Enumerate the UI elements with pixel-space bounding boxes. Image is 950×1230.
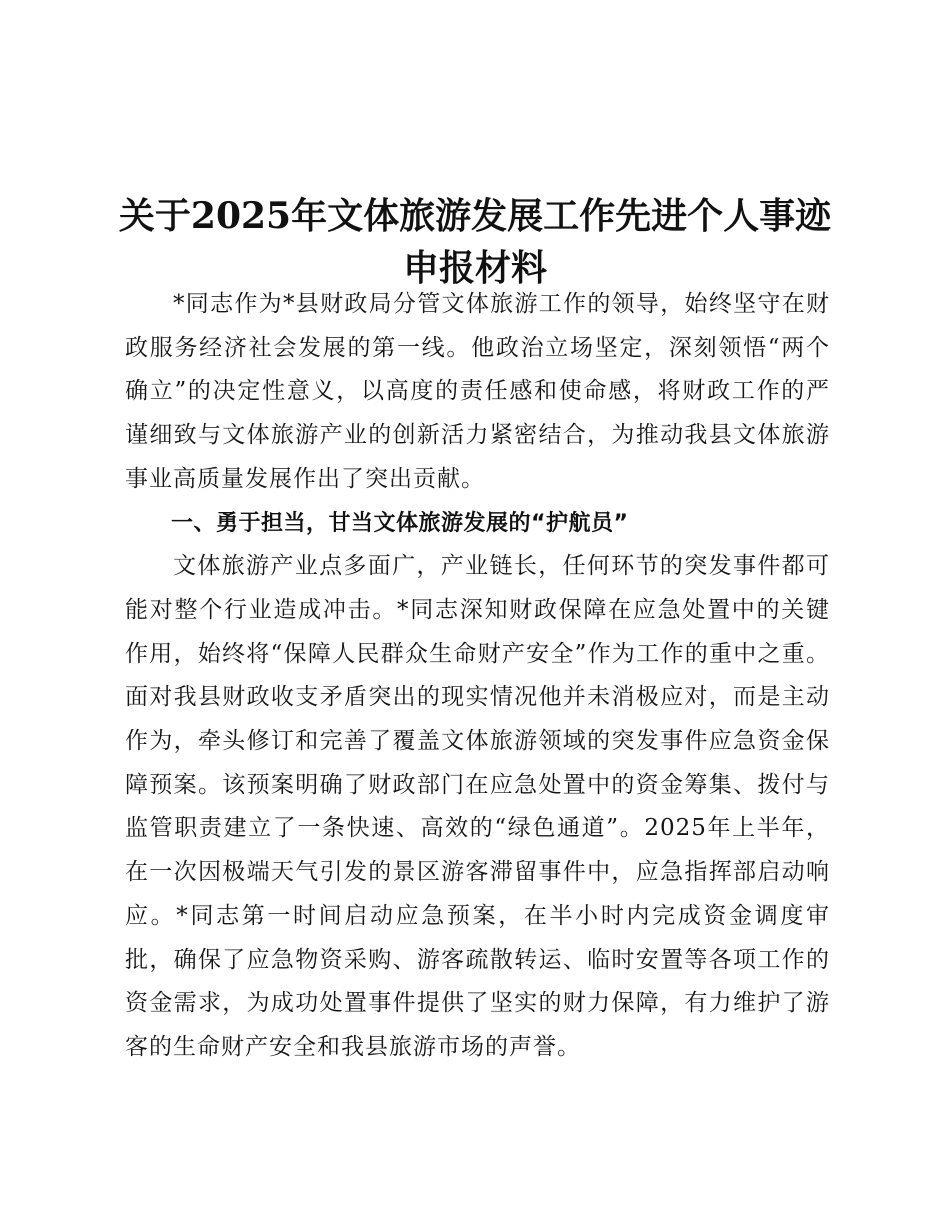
intro-paragraph: *同志作为*县财政局分管文体旅游工作的领导，始终坚守在财政服务经济社会发展的第一线。他政治立场坚定，深刻领悟“两个确立”的决定性意义，以高度的责任感和使命感，将财政工作的严谨细致与文体旅游产业的创新活力紧密结合，为推动我县文体旅游事业高质量发展作出了突出贡献。	[125, 291, 830, 492]
section-paragraph: 文体旅游产业点多面广，产业链长，任何环节的突发事件都可能对整个行业造成冲击。*同志深知财政保障在应急处置中的关键作用，始终将“保障人民群众生命财产安全”作为工作的重中之重。面对我县财政收支矛盾突出的现实情况他并未消极应对，而是主动作为，牵头修订和完善了覆盖文体旅游领域的突发事件应急资金保障预案。该预案明确了财政部门在应急处置中的资金筹集、拨付与监管职责建立了一条快速、高效的“绿色通道”。2025年上半年，在一次因极端天气引发的景区游客滞留事件中，应急指挥部启动响应。*同志第一时间启动应急预案，在半小时内完成资金调度审批，确保了应急物资采购、游客疏散转运、临时安置等各项工作的资金需求，为成功处置事件提供了坚实的财力保障，有力维护了游客的生命财产安全和我县旅游市场的声誉。	[125, 553, 830, 1060]
section-heading: 一、勇于担当，甘当文体旅游发展的“护航员”	[171, 510, 629, 536]
document-body	[125, 283, 830, 1070]
document-title: 关于2025年文体旅游发展工作先进个人事迹申报材料	[118, 195, 832, 290]
